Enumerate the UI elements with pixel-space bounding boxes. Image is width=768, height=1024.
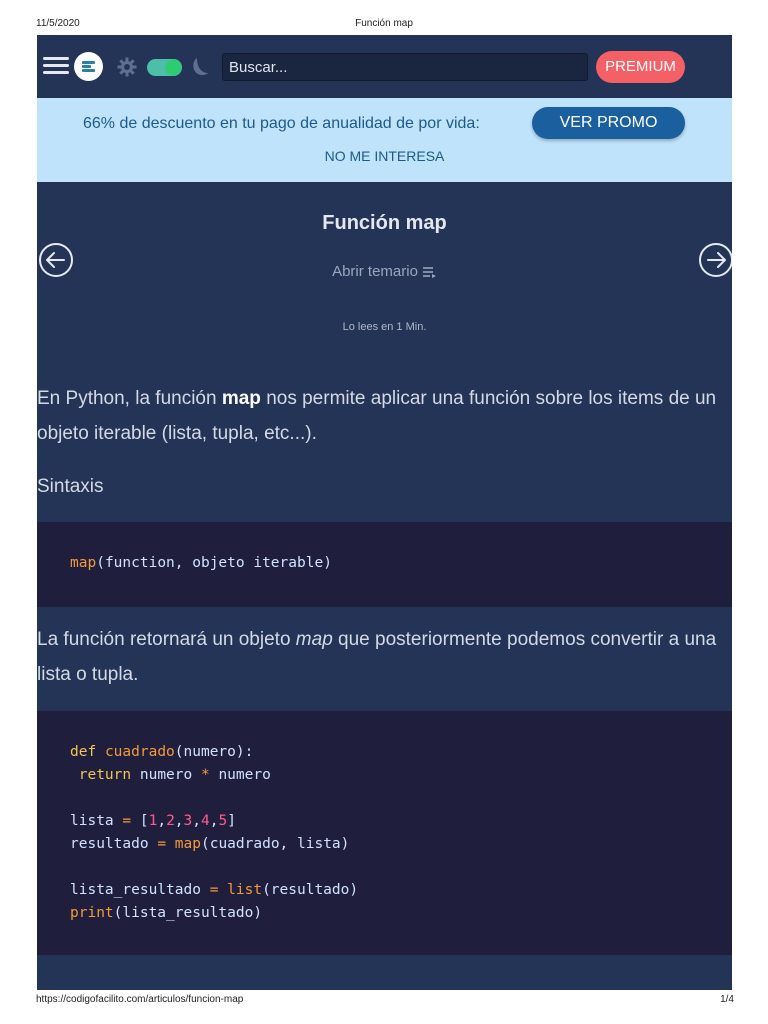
intro-text-start: En Python, la función — [37, 388, 222, 409]
code-line: return numero * numero — [78, 767, 271, 783]
print-title: Función map — [355, 18, 413, 29]
syntax-heading: Sintaxis — [37, 476, 104, 497]
moon-icon[interactable] — [188, 56, 210, 78]
dismiss-promo-link[interactable]: NO ME INTERESA — [324, 148, 445, 164]
return-text-start: La función retornará un objeto — [37, 629, 296, 650]
web-page — [37, 35, 732, 990]
article-title: Función map — [322, 212, 447, 234]
theme-toggle[interactable] — [147, 59, 182, 76]
print-date: 11/5/2020 — [36, 18, 80, 29]
gear-icon[interactable] — [117, 57, 137, 77]
intro-paragraph — [37, 381, 732, 451]
intro-keyword: map — [221, 388, 261, 409]
code-line: lista_resultado = list(resultado) — [70, 882, 359, 898]
print-header — [0, 0, 768, 34]
hamburger-icon[interactable] — [43, 57, 69, 77]
promo-text: 66% de descuento en tu pago de anualidad de por vida: — [83, 115, 480, 132]
open-toc-link[interactable] — [37, 263, 732, 280]
promo-banner — [37, 98, 732, 182]
search-input[interactable] — [222, 53, 588, 81]
print-footer — [0, 992, 768, 1012]
code-block-syntax — [37, 522, 732, 607]
code-block-example — [37, 711, 732, 955]
code-line: map(function, objeto iterable) — [70, 555, 332, 571]
read-time: Lo lees en 1 Min. — [342, 321, 427, 333]
logo[interactable] — [74, 52, 103, 81]
code-line: resultado = map(cuadrado, lista) — [70, 836, 350, 852]
toggle-knob — [166, 60, 181, 75]
print-page-number: 1/4 — [720, 994, 734, 1005]
navbar — [37, 35, 732, 98]
premium-button[interactable]: PREMIUM — [596, 51, 685, 83]
return-keyword: map — [295, 629, 333, 650]
toc-label: Abrir temario — [332, 263, 418, 280]
print-url: https://codigofacilito.com/articulos/funcion-map — [36, 994, 244, 1005]
list-icon — [422, 265, 437, 279]
intro-text-end: nos permite aplicar una función sobre los items de un objeto iterable (lista, tupla, etc...). — [37, 388, 717, 444]
view-promo-button[interactable]: VER PROMO — [532, 107, 685, 139]
return-text-end: que posteriormente podemos convertir a una lista o tupla. — [37, 629, 717, 685]
return-paragraph — [37, 622, 732, 692]
code-line: def cuadrado(numero): — [70, 744, 254, 760]
code-line: print(lista_resultado) — [70, 905, 263, 921]
code-line: lista = [1,2,3,4,5] — [70, 813, 236, 829]
